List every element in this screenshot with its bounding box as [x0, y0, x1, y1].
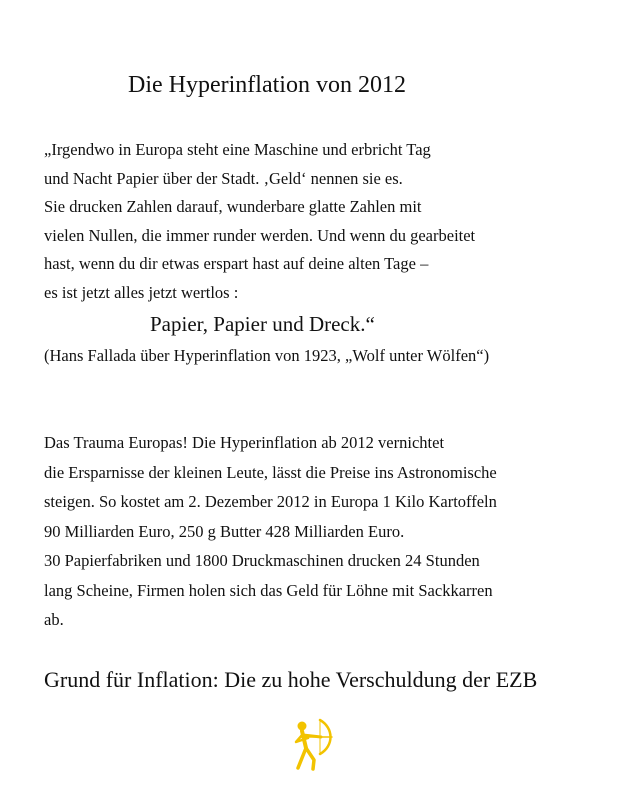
- quote-line: hast, wenn du dir etwas erspart hast auf deine alten Tage –: [44, 254, 429, 273]
- quote-line: es ist jetzt alles jetzt wertlos :: [44, 282, 239, 302]
- body-line: die Ersparnisse der kleinen Leute, lässt die Preise ins Astronomische: [44, 462, 497, 482]
- body-line: ab.: [44, 610, 64, 629]
- body-line: 30 Papierfabriken und 1800 Druckmaschinen drucken 24 Stunden: [44, 551, 480, 570]
- body-line: Das Trauma Europas! Die Hyperinflation ab 2012 vernichtet: [44, 433, 445, 452]
- quote-line: und Nacht Papier über der Stadt. ‚Geld‘ nennen sie es.: [44, 168, 403, 188]
- body-line: lang Scheine, Firmen holen sich das Geld für Löhne mit Sackkarren: [44, 580, 493, 600]
- quote-block: [44, 136, 475, 307]
- body-line: steigen. So kostet am 2. Dezember 2012 in Europa 1 Kilo Kartoffeln: [44, 492, 497, 511]
- quote-line: „Irgendwo in Europa steht eine Maschine und erbricht Tag: [44, 140, 431, 159]
- conclusion-heading: Grund für Inflation: Die zu hohe Verschuldung der EZB: [44, 667, 538, 692]
- body-paragraph: [44, 428, 497, 635]
- archer-icon: [290, 716, 336, 772]
- quote-line: vielen Nullen, die immer runder werden. Und wenn du gearbeitet: [44, 225, 476, 245]
- body-line: 90 Milliarden Euro, 250 g Butter 428 Milliarden Euro.: [44, 521, 405, 541]
- quote-source: (Hans Fallada über Hyperinflation von 1923, „Wolf unter Wölfen“): [44, 346, 490, 365]
- page-title: Die Hyperinflation von 2012: [128, 72, 406, 98]
- quote-emphasis: Papier, Papier und Dreck.“: [150, 312, 375, 336]
- quote-line: Sie drucken Zahlen darauf, wunderbare glatte Zahlen mit: [44, 197, 422, 216]
